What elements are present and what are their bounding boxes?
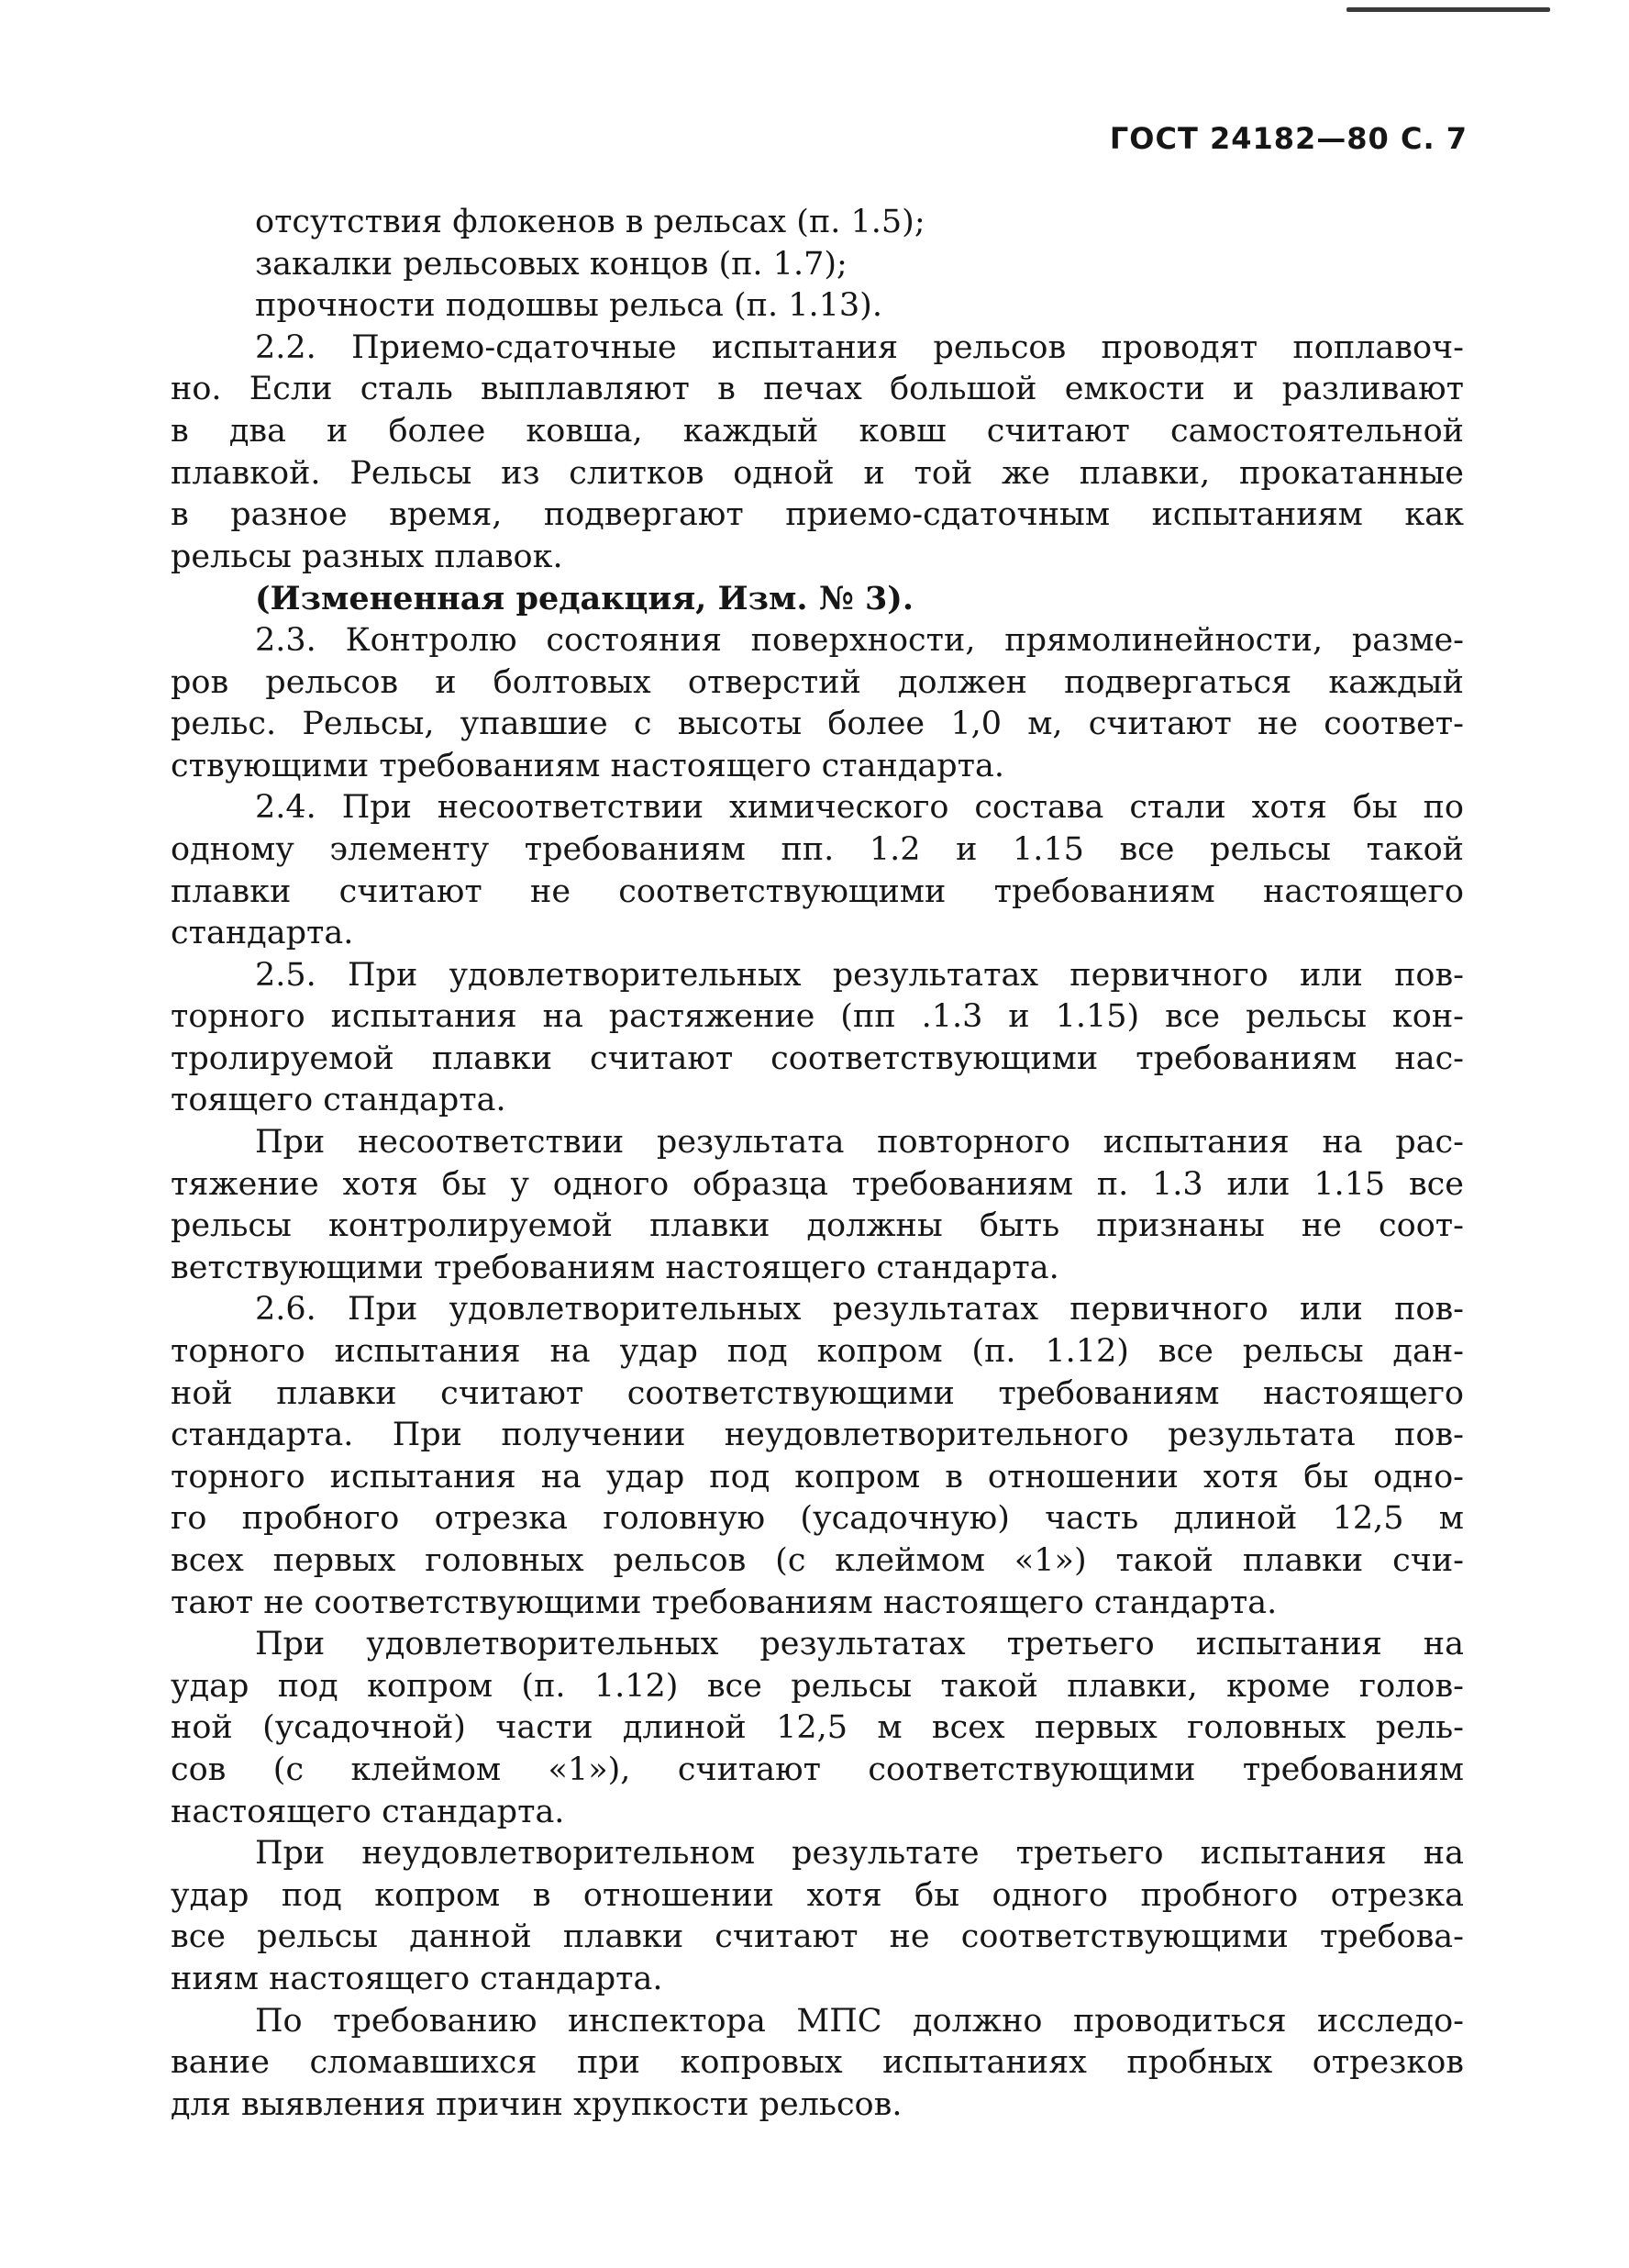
text-line: 2.3. Контролю состояния поверхности, прямолинейности, разме-	[255, 621, 1464, 659]
text-line: для выявления причин хрупкости рельсов.	[171, 2085, 903, 2123]
text-line: ной (усадочной) части длиной 12,5 м всех первых головных рель-	[171, 1709, 1464, 1747]
text-line: удар под копром в отношении хотя бы одного пробного отрезка	[171, 1876, 1464, 1914]
text-line: При несоответствии результата повторного испытания на рас-	[255, 1124, 1464, 1162]
text-line: торного испытания на удар под копром в отношении хотя бы одно-	[171, 1458, 1464, 1495]
text-line: стандарта. При получении неудовлетворительного результата пов-	[171, 1417, 1464, 1454]
text-line: в два и более ковша, каждый ковш считают самостоятельной	[171, 412, 1464, 450]
text-line: тают не соответствующими требованиям настоящего стандарта.	[171, 1584, 1278, 1621]
text-line: ветствующими требованиям настоящего стандарта.	[171, 1249, 1059, 1286]
text-line: но. Если сталь выплавляют в печах большой емкости и разливают	[171, 371, 1464, 408]
text-line: 2.5. При удовлетворительных результатах первичного или пов-	[255, 956, 1464, 994]
text-line: 2.2. Приемо-сдаточные испытания рельсов проводят поплавоч-	[255, 328, 1464, 366]
text-line: всех первых головных рельсов (с клеймом «1») такой плавки счи-	[171, 1542, 1464, 1579]
body-text	[171, 202, 1464, 2126]
text-line: ров рельсов и болтовых отверстий должен подвергаться каждый	[171, 663, 1464, 701]
scan-rule-line	[1346, 7, 1550, 12]
text-line: закалки рельсовых концов (п. 1.7);	[255, 245, 848, 283]
text-line: сов (с клеймом «1»), считают соответствующими требованиям	[171, 1751, 1464, 1788]
text-line: в разное время, подвергают приемо-сдаточным испытаниям как	[171, 496, 1464, 534]
text-line: По требованию инспектора МПС должно проводиться исследо-	[255, 2002, 1464, 2040]
text-line: ниям настоящего стандарта.	[171, 1960, 663, 1997]
amendment-note: (Измененная редакция, Изм. № 3).	[255, 580, 914, 618]
text-line: ной плавки считают соответствующими требованиям настоящего	[171, 1374, 1464, 1412]
text-line: плавки считают не соответствующими требованиям настоящего	[171, 873, 1464, 910]
text-line: тролируемой плавки считают соответствующими требованиям нас-	[171, 1040, 1464, 1077]
text-line: торного испытания на растяжение (пп .1.3 и 1.15) все рельсы кон-	[171, 998, 1464, 1036]
text-line: прочности подошвы рельса (п. 1.13).	[255, 287, 882, 325]
text-line: настоящего стандарта.	[171, 1793, 565, 1830]
text-line: плавкой. Рельсы из слитков одной и той же плавки, прокатанные	[171, 454, 1464, 492]
text-line: рельс. Рельсы, упавшие с высоты более 1,0 м, считают не соответ-	[171, 706, 1464, 743]
running-header: ГОСТ 24182—80 С. 7	[1109, 121, 1468, 156]
text-line: отсутствия флокенов в рельсах (п. 1.5);	[255, 204, 925, 240]
text-line: вание сломавшихся при копровых испытаниях пробных отрезков	[171, 2044, 1464, 2082]
text-line: торного испытания на удар под копром (п. 1.12) все рельсы дан-	[171, 1333, 1464, 1371]
text-line: При неудовлетворительном результате третьего испытания на	[255, 1835, 1464, 1873]
text-line: 2.6. При удовлетворительных результатах первичного или пов-	[255, 1291, 1464, 1329]
text-line: При удовлетворительных результатах третьего испытания на	[255, 1626, 1464, 1663]
text-line: рельсы контролируемой плавки должны быть признаны не соот-	[171, 1207, 1464, 1245]
text-line: рельсы разных плавок.	[171, 538, 563, 575]
text-line: ствующими требованиям настоящего стандарта.	[171, 747, 1004, 784]
text-line: стандарта.	[171, 915, 354, 952]
text-line: одному элементу требованиям пп. 1.2 и 1.15 все рельсы такой	[171, 830, 1464, 868]
text-line: удар под копром (п. 1.12) все рельсы такой плавки, кроме голов-	[171, 1667, 1464, 1705]
text-line: все рельсы данной плавки считают не соответствующими требова-	[171, 1918, 1464, 1956]
text-line: тяжение хотя бы у одного образца требованиям п. 1.3 или 1.15 все	[171, 1165, 1464, 1203]
text-line: 2.4. При несоответствии химического состава стали хотя бы по	[255, 789, 1464, 827]
text-line: тоящего стандарта.	[171, 1082, 506, 1119]
text-line: го пробного отрезка головную (усадочную) часть длиной 12,5 м	[171, 1500, 1464, 1538]
